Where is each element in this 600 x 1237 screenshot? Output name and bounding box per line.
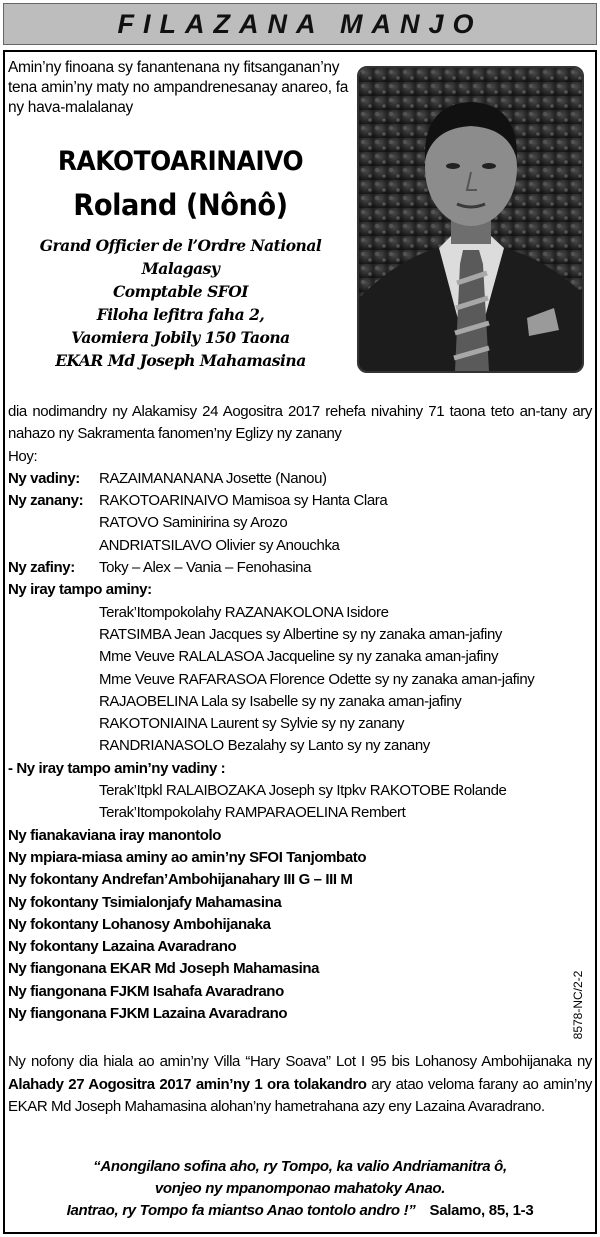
deceased-titles <box>8 234 353 372</box>
group-line: Ny fokontany Lohanosy Ambohijanaka <box>8 915 271 933</box>
funeral-date: Alahady 27 Aogositra 2017 amin’ny 1 ora tolakandro <box>8 1075 367 1093</box>
title-line: Grand Officier de l’Ordre National <box>39 236 322 255</box>
widow-name: RAZAIMANANANA Josette (Nanou) <box>99 469 327 487</box>
child-name: RAKOTOARINAIVO Mamisoa sy Hanta Clara <box>99 492 388 510</box>
scripture-quote <box>8 1156 592 1222</box>
child-name: RATOVO Saminirina sy Arozo <box>99 514 288 532</box>
group-line: Ny fiangonana FJKM Lazaina Avaradrano <box>8 1005 288 1023</box>
title-line: Vaomiera Jobily 150 Taona <box>71 328 290 347</box>
widow-row <box>8 468 592 490</box>
deceased-surname: RAKOTOARINAIVO <box>57 146 304 177</box>
sibling-name: RATSIMBA Jean Jacques sy Albertine sy ny zanaka aman-jafiny <box>99 625 502 643</box>
portrait-photo <box>357 66 584 373</box>
group-line: Ny fiangonana FJKM Isahafa Avaradrano <box>8 982 284 1000</box>
widow-label: Ny vadiny: <box>8 469 80 487</box>
spouse-sibling-name: Terak’Itpkl RALAIBOZAKA Joseph sy Itpkv RAKOTOBE Rolande <box>99 782 507 800</box>
group-line: Ny fiangonana EKAR Md Joseph Mahamasina <box>8 960 320 978</box>
sibling-name: RAJAOBELINA Lala sy Isabelle sy ny zanaka aman-jafiny <box>99 692 462 710</box>
sibling-name: RANDRIANASOLO Bezalahy sy Lanto sy ny zanany <box>99 737 430 755</box>
funeral-text: Ny nofony dia hiala ao amin’ny Villa “Hary Soava” Lot I 95 bis Lohanosy Ambohijanaka ny <box>8 1053 592 1071</box>
deceased-given-name: Roland (Nônô) <box>73 188 288 222</box>
hoy-label: Hoy: <box>8 447 38 465</box>
children-row <box>8 490 592 512</box>
children-label: Ny zanany: <box>8 492 84 510</box>
ad-reference-code <box>568 960 588 1050</box>
quote-line: “Anongilano sofina aho, ry Tompo, ka valio Andriamanitra ô, <box>93 1158 507 1175</box>
ad-reference-text: 8578-NC/2-2 <box>571 970 585 1040</box>
title-line: EKAR Md Joseph Mahamasina <box>55 351 306 370</box>
group-line: Ny mpiara-miasa aminy ao amin’ny SFOI Tanjombato <box>8 848 367 866</box>
child-name: ANDRIATSILAVO Olivier sy Anouchka <box>99 536 340 554</box>
siblings-label: Ny iray tampo aminy: <box>8 581 152 599</box>
sibling-name: Mme Veuve RAFARASOA Florence Odette sy ny zanaka aman-jafiny <box>99 670 535 688</box>
quote-line: Iantrao, ry Tompo fa miantso Anao tontolo andro !” <box>66 1202 416 1219</box>
grandchildren-row <box>8 557 592 579</box>
quote-line: vonjeo ny mpanomponao mahatoky Anao. <box>154 1180 446 1197</box>
group-line: Ny fokontany Tsimialonjafy Mahamasina <box>8 893 282 911</box>
sibling-name: RAKOTONIAINA Laurent sy Sylvie sy ny zanany <box>99 715 405 733</box>
funeral-details <box>8 1051 592 1118</box>
page-title: FILAZANA MANJO <box>117 8 483 39</box>
quote-reference: Salamo, 85, 1-3 <box>429 1202 534 1219</box>
header-banner <box>3 3 597 45</box>
intro-text: Amin’ny finoana sy fanantenana ny fitsanganan’ny tena amin’ny maty no ampandrenesanay anareo, fa ny hava-malalanay <box>8 59 349 116</box>
grandchildren-names: Toky – Alex – Vania – Fenohasina <box>99 559 312 577</box>
group-line: Ny fokontany Lazaina Avaradrano <box>8 938 237 956</box>
sibling-name: Terak’Itompokolahy RAZANAKOLONA Isidore <box>99 603 389 621</box>
notice-body <box>8 401 592 1118</box>
spouse-sibling-name: Terak’Itompokolahy RAMPARAOELINA Rembert <box>99 804 406 822</box>
title-line: Comptable SFOI <box>112 282 249 301</box>
group-line: Ny fokontany Andrefan’Ambohijanahary III G – III M <box>8 871 353 889</box>
title-line: Malagasy <box>141 259 220 278</box>
spouse-siblings-label: - Ny iray tampo amin’ny vadiny : <box>8 759 226 777</box>
grandchildren-label: Ny zafiny: <box>8 559 75 577</box>
title-line: Filoha lefitra faha 2, <box>96 305 265 324</box>
funeral-text: ary atao veloma farany ao amin’ny EKAR Md Joseph Mahamasina alohan’ny hametrahana azy eny Lazaina Avaradrano. <box>8 1075 592 1115</box>
death-notice: dia nodimandry ny Alakamisy 24 Aogositra 2017 rehefa nivahiny 71 taona teto an-tany ary nahazo ny Sakramenta fanomen’ny Eglizy ny zanany <box>8 403 592 443</box>
sibling-name: Mme Veuve RALALASOA Jacqueline sy ny zanaka aman-jafiny <box>99 648 499 666</box>
group-line: Ny fianakaviana iray manontolo <box>8 826 222 844</box>
